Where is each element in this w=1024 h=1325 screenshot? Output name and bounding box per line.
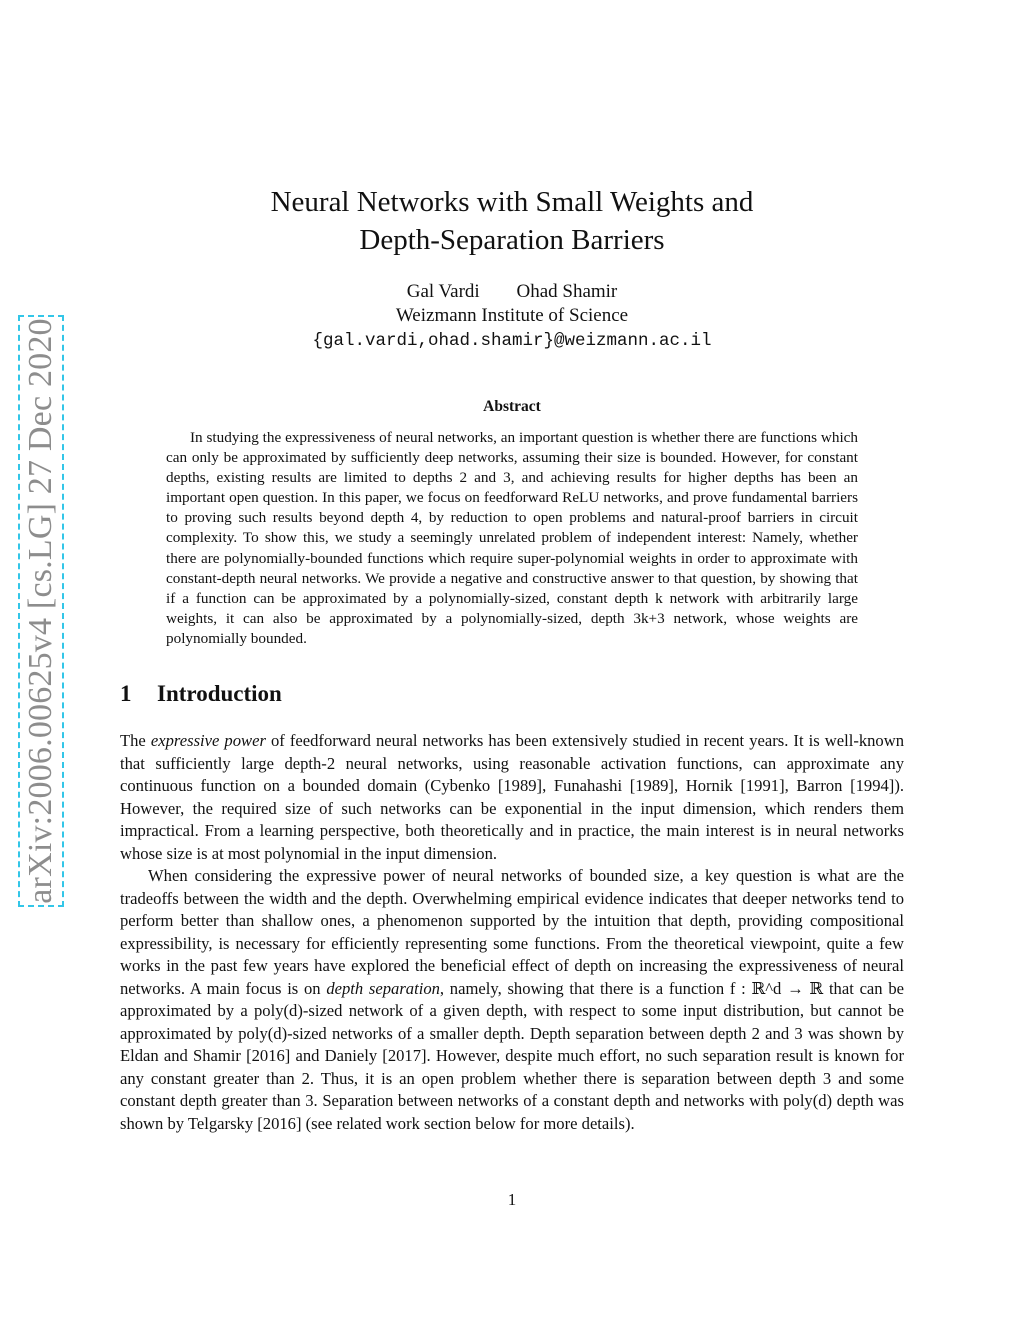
intro-p2-rest: , namely, showing that there is a function f : ℝ^d → ℝ that can be approximated by a poly(d)-sized network of a given depth, with respect to some input distribution, but cannot be approximated by poly(d)-sized networks of a smaller depth. Depth separation between depth 2 and 3 was shown by Eldan and Shamir [2016] and Daniely [2017]. However, despite much effort, no such separation result is known for any constant greater than 2. Thus, it is an open problem whether there is separation between depth 3 and some constant depth greater than 3. Separation between networks of a constant depth and networks with poly(d) depth was shown by Telgarsky [2016] (see related work section below for more details).: [120, 978, 904, 1134]
affiliation: Weizmann Institute of Science: [395, 305, 629, 326]
page-number: 1: [507, 1190, 517, 1209]
section-heading: [120, 681, 282, 707]
intro-p1-start: The: [120, 731, 151, 750]
author-list: [0, 281, 1024, 303]
intro-paragraph-2: [120, 865, 904, 1136]
paper-title: [0, 183, 1024, 259]
section-number: 1: [120, 681, 132, 706]
title-line-2: Depth-Separation Barriers: [359, 224, 665, 256]
arxiv-stamp-text: arXiv:2006.00625v4 [cs.LG] 27 Dec 2020: [22, 318, 59, 904]
intro-p1-rest: of feedforward neural networks has been extensively studied in recent years. It is well-known that sufficiently large depth-2 neural networks, using reasonable activation functions, can approximate any continuous function on a bounded domain (Cybenko [1989], Funahashi [1989], Hornik [1991], Barron [1994]). However, the required size of such networks can be exponential in the input dimension, which renders them impractical. From a learning perspective, both theoretically and in practice, the main interest is in neural networks whose size is at most polynomial in the input dimension.: [120, 731, 905, 863]
abstract-heading: Abstract: [483, 398, 541, 415]
title-line-1: Neural Networks with Small Weights and: [270, 186, 754, 218]
intro-p2-emphasis: depth separation: [326, 978, 440, 998]
abstract-body: In studying the expressiveness of neural networks, an important question is whether there are functions which can only be approximated by sufficiently deep networks, assuming their size is bounded. However, for constant depths, existing results are limited to depths 2 and 3, and achieving results for higher depths has been an important open question. In this paper, we focus on feedforward ReLU networks, and prove fundamental barriers to proving such results beyond depth 4, by reduction to open problems and natural-proof barriers in circuit complexity. To show this, we study a seemingly unrelated problem of independent interest: Namely, whether there are polynomially-bounded functions which require super-polynomial weights in order to approximate with constant-depth neural networks. We provide a negative and constructive answer to that question, by showing that if a function can be approximated by a polynomially-sized, constant depth k network with arbitrarily large weights, it can also be approximated by a polynomially-sized, depth 3k+3 network, whose weights are polynomially bounded.: [166, 429, 858, 647]
intro-paragraph-1: [120, 730, 904, 865]
intro-p2-start: When considering the expressive power of neural networks of bounded size, a key question is what are the tradeoffs between the width and the depth. Overwhelming empirical evidence indicates that deeper networks tend to perform better than shallow ones, a phenomenon supported by the intuition that depth, providing compositional expressibility, is necessary for efficiently representing some functions. From the theoretical viewpoint, quite a few works in the past few years have explored the beneficial effect of depth on increasing the expressiveness of neural networks. A main focus is on: [120, 866, 904, 998]
intro-p1-emphasis: expressive power: [150, 731, 266, 750]
section-title: Introduction: [157, 681, 282, 706]
author-emails: [0, 329, 1024, 351]
author-name: Gal Vardi: [406, 281, 480, 302]
author-name: Ohad Shamir: [516, 281, 618, 302]
email-text: {gal.vardi,ohad.shamir}@weizmann.ac.il: [312, 331, 712, 351]
